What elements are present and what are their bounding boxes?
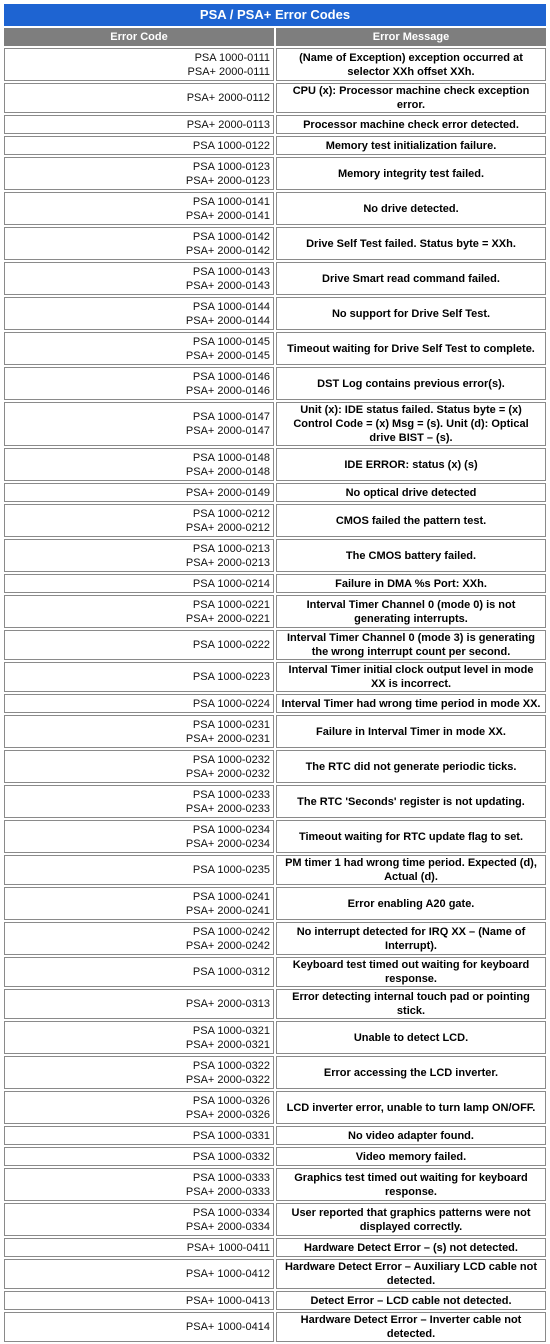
table-row [4, 1147, 546, 1166]
table-row [4, 1312, 546, 1342]
error-code-cell [4, 402, 274, 446]
error-code: PSA+ 2000-0232 [185, 767, 270, 780]
error-message: Timeout waiting for Drive Self Test to complete. [276, 332, 546, 365]
table-row [4, 1056, 546, 1089]
error-code: PSA 1000-0147 [192, 411, 270, 423]
error-code-cell [4, 630, 274, 660]
error-code: PSA 1000-0334 [192, 1206, 270, 1219]
error-message: Video memory failed. [276, 1147, 546, 1166]
table-row [4, 262, 546, 295]
table-row [4, 367, 546, 400]
error-message: DST Log contains previous error(s). [276, 367, 546, 400]
table-row [4, 989, 546, 1019]
error-code-cell [4, 855, 274, 885]
error-message: Memory test initialization failure. [276, 136, 546, 155]
error-message: No optical drive detected [276, 483, 546, 502]
error-code: PSA 1000-0332 [192, 1150, 270, 1163]
error-message: CPU (x): Processor machine check exception error. [276, 83, 546, 113]
error-code-cell [4, 227, 274, 260]
error-code: PSA 1000-0214 [192, 577, 270, 590]
error-code: PSA 1000-0146 [192, 370, 270, 383]
error-code: PSA 1000-0231 [192, 718, 270, 731]
table-row [4, 83, 546, 113]
error-message: No interrupt detected for IRQ XX – (Name of Interrupt). [276, 922, 546, 955]
error-code: PSA+ 2000-0231 [185, 732, 270, 745]
table-row [4, 750, 546, 783]
table-row [4, 483, 546, 502]
error-message: Hardware Detect Error – Inverter cable not detected. [276, 1312, 546, 1342]
error-code-cell [4, 662, 274, 692]
error-code-cell [4, 1238, 274, 1257]
error-code-cell [4, 297, 274, 330]
error-code-cell [4, 785, 274, 818]
error-code-cell [4, 820, 274, 853]
error-code: PSA+ 2000-0142 [185, 244, 270, 257]
error-message: Error accessing the LCD inverter. [276, 1056, 546, 1089]
table-row [4, 402, 546, 446]
error-code: PSA 1000-0145 [192, 335, 270, 348]
table-title: PSA / PSA+ Error Codes [4, 4, 546, 26]
error-code: PSA+ 2000-0326 [185, 1108, 270, 1121]
error-codes-table [2, 2, 548, 1344]
error-message: Keyboard test timed out waiting for keyboard response. [276, 957, 546, 987]
error-code: PSA 1000-0213 [192, 542, 270, 555]
error-code: PSA 1000-0222 [192, 639, 270, 651]
error-code-cell [4, 504, 274, 537]
table-row [4, 1091, 546, 1124]
error-code: PSA+ 2000-0321 [185, 1038, 270, 1051]
error-code: PSA 1000-0322 [192, 1059, 270, 1072]
error-message: Interval Timer had wrong time period in mode XX. [276, 694, 546, 713]
error-message: Failure in Interval Timer in mode XX. [276, 715, 546, 748]
error-message: No support for Drive Self Test. [276, 297, 546, 330]
error-message: LCD inverter error, unable to turn lamp ON/OFF. [276, 1091, 546, 1124]
table-row [4, 1021, 546, 1054]
error-message: Hardware Detect Error – Auxiliary LCD cable not detected. [276, 1259, 546, 1289]
error-code: PSA+ 2000-0313 [185, 998, 270, 1010]
error-code: PSA+ 2000-0212 [185, 521, 270, 534]
error-code: PSA+ 2000-0242 [185, 939, 270, 952]
error-code: PSA+ 1000-0414 [185, 1321, 270, 1333]
table-row [4, 115, 546, 134]
error-code-cell [4, 957, 274, 987]
table-row [4, 136, 546, 155]
error-code: PSA 1000-0331 [192, 1129, 270, 1142]
table-row [4, 332, 546, 365]
table-row [4, 922, 546, 955]
error-code: PSA 1000-0123 [192, 160, 270, 173]
error-code: PSA+ 2000-0113 [186, 118, 270, 131]
error-code: PSA+ 2000-0143 [185, 279, 270, 292]
error-code-cell [4, 136, 274, 155]
error-code-cell [4, 1291, 274, 1310]
error-message: Interval Timer initial clock output level in mode XX is incorrect. [276, 662, 546, 692]
error-code: PSA 1000-0235 [192, 864, 270, 876]
error-code: PSA+ 2000-0147 [185, 425, 270, 437]
error-codes-document [2, 2, 548, 1344]
error-code: PSA 1000-0242 [192, 925, 270, 938]
error-code-cell [4, 483, 274, 502]
table-row [4, 785, 546, 818]
error-code: PSA+ 2000-0123 [185, 174, 270, 187]
error-code-cell [4, 1259, 274, 1289]
table-row [4, 227, 546, 260]
error-code-cell [4, 1147, 274, 1166]
error-code: PSA 1000-0221 [192, 598, 270, 611]
table-row [4, 694, 546, 713]
error-message: No drive detected. [276, 192, 546, 225]
error-code-cell [4, 595, 274, 628]
error-message: PM timer 1 had wrong time period. Expected (d), Actual (d). [276, 855, 546, 885]
error-code: PSA+ 1000-0411 [186, 1241, 270, 1254]
error-code: PSA 1000-0148 [192, 451, 270, 464]
error-message: The RTC did not generate periodic ticks. [276, 750, 546, 783]
error-message: IDE ERROR: status (x) (s) [276, 448, 546, 481]
error-code: PSA+ 2000-0234 [185, 837, 270, 850]
error-code-cell [4, 887, 274, 920]
error-code: PSA+ 1000-0412 [185, 1268, 270, 1280]
error-code: PSA+ 2000-0148 [185, 465, 270, 478]
column-header-error-code: Error Code [4, 28, 274, 46]
error-message: Error enabling A20 gate. [276, 887, 546, 920]
error-code: PSA+ 2000-0233 [185, 802, 270, 815]
error-code: PSA 1000-0333 [192, 1171, 270, 1184]
error-code-cell [4, 1126, 274, 1145]
table-row [4, 662, 546, 692]
error-code: PSA 1000-0224 [192, 697, 270, 710]
error-code-cell [4, 574, 274, 593]
error-message: User reported that graphics patterns were not displayed correctly. [276, 1203, 546, 1236]
error-code-cell [4, 83, 274, 113]
error-code: PSA+ 2000-0145 [185, 349, 270, 362]
error-code: PSA 1000-0141 [192, 195, 270, 208]
error-code: PSA 1000-0142 [192, 230, 270, 243]
error-message: No video adapter found. [276, 1126, 546, 1145]
error-code: PSA 1000-0223 [192, 671, 270, 683]
error-code: PSA 1000-0144 [192, 300, 270, 313]
error-code: PSA+ 2000-0112 [186, 92, 270, 104]
error-code: PSA+ 2000-0221 [185, 612, 270, 625]
error-code-cell [4, 367, 274, 400]
table-row [4, 504, 546, 537]
error-code-cell [4, 115, 274, 134]
error-code-cell [4, 1312, 274, 1342]
error-code: PSA 1000-0111 [194, 51, 270, 64]
table-row [4, 297, 546, 330]
error-code-cell [4, 332, 274, 365]
error-message: Drive Smart read command failed. [276, 262, 546, 295]
error-code: PSA 1000-0212 [192, 507, 270, 520]
error-message: Detect Error – LCD cable not detected. [276, 1291, 546, 1310]
error-message: Graphics test timed out waiting for keyboard response. [276, 1168, 546, 1201]
error-code: PSA+ 2000-0333 [185, 1185, 270, 1198]
error-code-cell [4, 48, 274, 81]
table-row [4, 887, 546, 920]
error-code-cell [4, 448, 274, 481]
error-code-cell [4, 922, 274, 955]
table-row [4, 957, 546, 987]
error-code: PSA+ 2000-0322 [185, 1073, 270, 1086]
error-code-cell [4, 715, 274, 748]
error-code-cell [4, 1091, 274, 1124]
title-row [4, 4, 546, 26]
error-code: PSA 1000-0321 [192, 1024, 270, 1037]
error-code: PSA 1000-0326 [192, 1094, 270, 1107]
error-code-cell [4, 1168, 274, 1201]
header-row [4, 28, 546, 46]
error-message: Error detecting internal touch pad or pointing stick. [276, 989, 546, 1019]
table-row [4, 157, 546, 190]
error-message: Unable to detect LCD. [276, 1021, 546, 1054]
error-code-cell [4, 1203, 274, 1236]
error-message: CMOS failed the pattern test. [276, 504, 546, 537]
error-code: PSA 1000-0143 [192, 265, 270, 278]
table-row [4, 1238, 546, 1257]
error-code: PSA 1000-0122 [192, 139, 270, 152]
table-row [4, 1291, 546, 1310]
table-row [4, 1168, 546, 1201]
table-row [4, 1203, 546, 1236]
table-row [4, 595, 546, 628]
error-code-cell [4, 1056, 274, 1089]
table-row [4, 1126, 546, 1145]
column-header-error-message: Error Message [276, 28, 546, 46]
error-code-cell [4, 262, 274, 295]
table-row [4, 630, 546, 660]
error-message: The RTC 'Seconds' register is not updating. [276, 785, 546, 818]
error-message: Timeout waiting for RTC update flag to set. [276, 820, 546, 853]
error-code-cell [4, 157, 274, 190]
error-code: PSA+ 2000-0334 [185, 1220, 270, 1233]
error-code-cell [4, 989, 274, 1019]
table-row [4, 1259, 546, 1289]
error-code: PSA 1000-0233 [192, 788, 270, 801]
table-row [4, 715, 546, 748]
error-message: Interval Timer Channel 0 (mode 3) is generating the wrong interrupt count per second. [276, 630, 546, 660]
error-message: (Name of Exception) exception occurred at selector XXh offset XXh. [276, 48, 546, 81]
error-code: PSA 1000-0312 [192, 966, 270, 978]
error-code: PSA+ 2000-0146 [185, 384, 270, 397]
table-row [4, 574, 546, 593]
table-row [4, 855, 546, 885]
error-code: PSA+ 2000-0111 [187, 65, 270, 78]
error-code: PSA+ 1000-0413 [185, 1294, 270, 1307]
error-message: Drive Self Test failed. Status byte = XXh. [276, 227, 546, 260]
error-code-cell [4, 694, 274, 713]
error-code-cell [4, 192, 274, 225]
error-code-cell [4, 750, 274, 783]
error-message: Failure in DMA %s Port: XXh. [276, 574, 546, 593]
error-code-cell [4, 539, 274, 572]
error-message: The CMOS battery failed. [276, 539, 546, 572]
error-code: PSA 1000-0241 [192, 890, 270, 903]
error-code: PSA 1000-0234 [192, 823, 270, 836]
table-row [4, 448, 546, 481]
error-message: Unit (x): IDE status failed. Status byte = (x) Control Code = (x) Msg = (s). Unit (d): Optical drive BIST – (s). [276, 402, 546, 446]
table-body [4, 48, 546, 1342]
error-code: PSA+ 2000-0141 [185, 209, 270, 222]
error-code: PSA+ 2000-0149 [185, 486, 270, 499]
table-row [4, 820, 546, 853]
error-code: PSA+ 2000-0241 [185, 904, 270, 917]
error-message: Memory integrity test failed. [276, 157, 546, 190]
error-code: PSA+ 2000-0144 [185, 314, 270, 327]
table-row [4, 192, 546, 225]
table-row [4, 539, 546, 572]
error-message: Processor machine check error detected. [276, 115, 546, 134]
error-code-cell [4, 1021, 274, 1054]
error-code: PSA 1000-0232 [192, 753, 270, 766]
error-message: Interval Timer Channel 0 (mode 0) is not generating interrupts. [276, 595, 546, 628]
table-row [4, 48, 546, 81]
error-code: PSA+ 2000-0213 [185, 556, 270, 569]
error-message: Hardware Detect Error – (s) not detected. [276, 1238, 546, 1257]
